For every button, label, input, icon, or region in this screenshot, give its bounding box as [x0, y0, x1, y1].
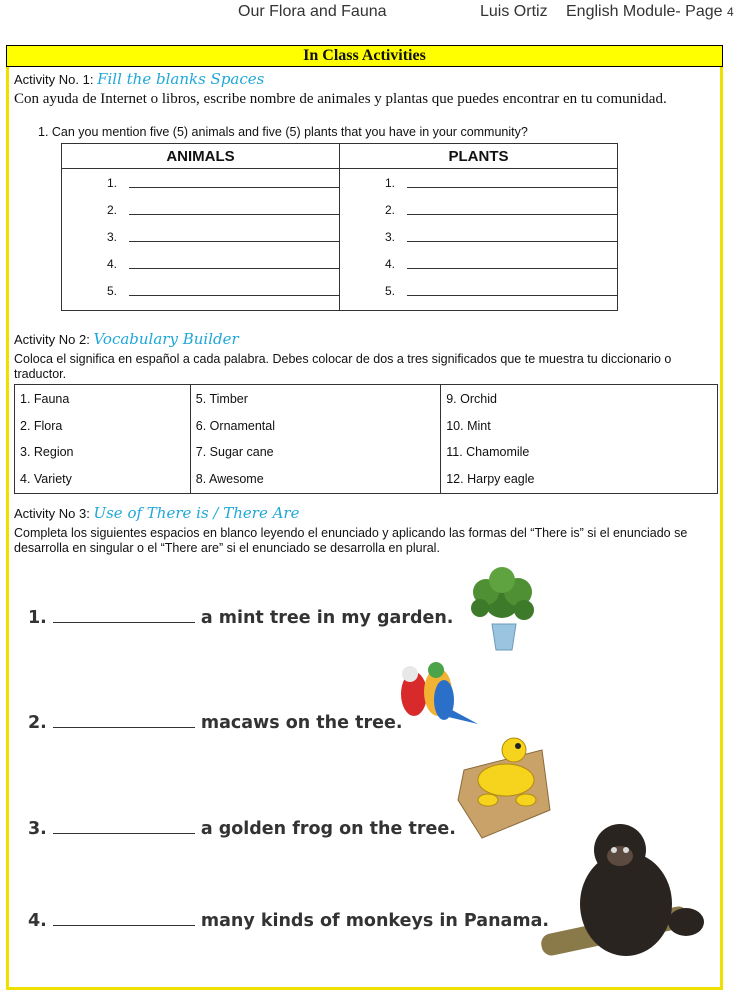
vocab-cell: 11. Chamomile — [441, 439, 718, 466]
answer-blank[interactable] — [407, 204, 617, 215]
section-banner: In Class Activities — [6, 45, 723, 67]
plant-row[interactable]: 5. — [340, 277, 617, 304]
vocab-cell: 7. Sugar cane — [190, 439, 440, 466]
col-plants: PLANTS — [340, 144, 618, 169]
plant-row[interactable]: 3. — [340, 223, 617, 250]
answer-blank[interactable] — [129, 258, 339, 269]
vocab-cell: 8. Awesome — [190, 466, 440, 494]
activity2-heading — [14, 330, 239, 348]
activity1-question: 1. Can you mention five (5) animals and five (5) plants that you have in your community? — [38, 125, 528, 139]
vocab-cell: 3. Region — [15, 439, 191, 466]
answer-blank[interactable] — [53, 911, 195, 926]
animals-column — [62, 169, 340, 311]
sentence-4: 4. many kinds of monkeys in Panama. — [28, 911, 550, 931]
plant-row[interactable]: 4. — [340, 250, 617, 277]
plants-column — [340, 169, 618, 311]
vocabulary-table — [14, 384, 718, 494]
answer-blank[interactable] — [407, 231, 617, 242]
answer-blank[interactable] — [53, 608, 195, 623]
col-animals: ANIMALS — [62, 144, 340, 169]
page-number: 4 — [727, 5, 734, 19]
potted-plant-image — [466, 562, 538, 654]
activity1-title: Fill the blanks Spaces — [97, 70, 265, 88]
vocab-cell: 10. Mint — [441, 412, 718, 439]
vocab-cell: 4. Variety — [15, 466, 191, 494]
activity1-heading — [14, 70, 264, 88]
module-label: English Module- Page — [566, 3, 723, 20]
header-module — [566, 3, 734, 21]
vocab-cell: 9. Orchid — [441, 385, 718, 413]
plant-row[interactable]: 2. — [340, 196, 617, 223]
answer-blank[interactable] — [129, 204, 339, 215]
macaws-image — [392, 658, 480, 726]
animal-row[interactable]: 4. — [62, 250, 339, 277]
monkey-image — [540, 816, 712, 962]
plant-row[interactable]: 1. — [340, 169, 617, 196]
vocab-cell: 2. Flora — [15, 412, 191, 439]
sentence-2: 2. macaws on the tree. — [28, 713, 403, 733]
animal-row[interactable]: 1. — [62, 169, 339, 196]
vocab-cell: 12. Harpy eagle — [441, 466, 718, 494]
activity1-instruction: Con ayuda de Internet o libros, escribe nombre de animales y plantas que puedes encontrar en tu comunidad. — [14, 91, 667, 107]
activity3-title: Use of There is / There Are — [93, 504, 300, 522]
activity2-title: Vocabulary Builder — [93, 330, 239, 348]
animal-row[interactable]: 2. — [62, 196, 339, 223]
activity1-label: Activity No. 1: — [14, 72, 98, 87]
activity3-label: Activity No 3: — [14, 506, 94, 521]
answer-blank[interactable] — [53, 819, 195, 834]
vocab-cell: 6. Ornamental — [190, 412, 440, 439]
activity2-label: Activity No 2: — [14, 332, 94, 347]
animals-plants-table — [61, 143, 618, 311]
activity2-instruction: Coloca el significa en español a cada palabra. Debes colocar de dos a tres significados que te muestra tu diccionario o traductor. — [14, 352, 672, 381]
answer-blank[interactable] — [407, 258, 617, 269]
activity3-heading — [14, 504, 299, 522]
golden-frog-image — [452, 730, 554, 842]
vocab-cell: 1. Fauna — [15, 385, 191, 413]
sentence-1: 1. a mint tree in my garden. — [28, 608, 454, 628]
answer-blank[interactable] — [407, 177, 617, 188]
header-title: Our Flora and Fauna — [238, 3, 387, 20]
answer-blank[interactable] — [129, 285, 339, 296]
answer-blank[interactable] — [129, 177, 339, 188]
vocab-cell: 5. Timber — [190, 385, 440, 413]
answer-blank[interactable] — [129, 231, 339, 242]
answer-blank[interactable] — [53, 713, 195, 728]
activity3-instruction: Completa los siguientes espacios en blanco leyendo el enunciado y aplicando las formas del “There is” si el enunciado se desarrolla en singular o el “There are” si el enunciado se desarrolla en plural. — [14, 526, 688, 555]
animal-row[interactable]: 5. — [62, 277, 339, 304]
header-author: Luis Ortiz — [480, 3, 548, 20]
answer-blank[interactable] — [407, 285, 617, 296]
sentence-3: 3. a golden frog on the tree. — [28, 819, 456, 839]
animal-row[interactable]: 3. — [62, 223, 339, 250]
